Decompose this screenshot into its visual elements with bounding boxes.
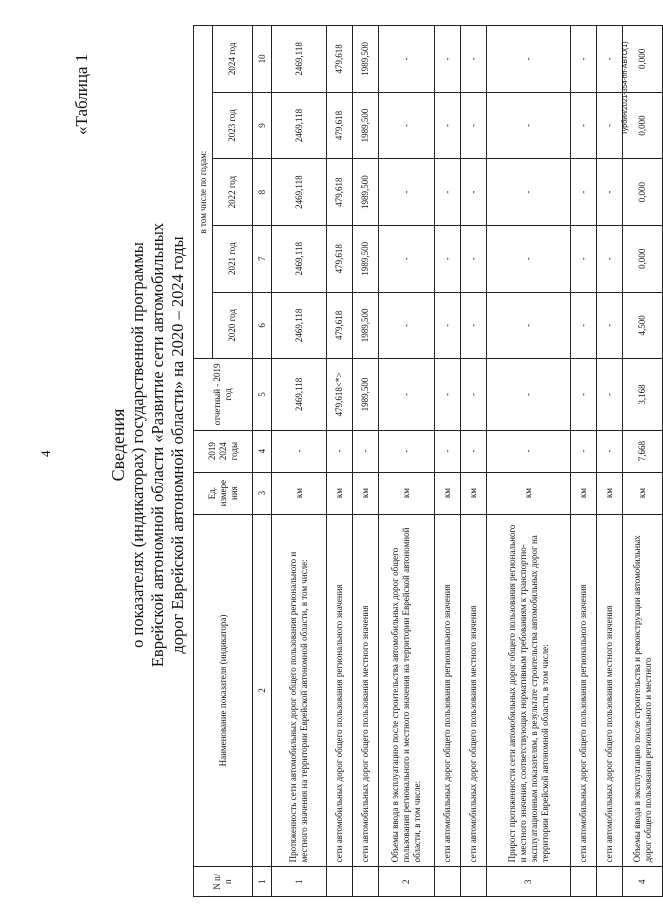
report-year-value: - (487, 359, 571, 431)
indicator-name: Протяженность сети автомобильных дорог общего пользования регионального и местного значения на территории Еврейской автономной области, в том числе: (272, 514, 327, 867)
table-row (571, 26, 597, 897)
year-value: - (435, 292, 461, 359)
year-value: - (461, 292, 487, 359)
year-value: 1989,500 (353, 26, 379, 93)
year-value: - (461, 159, 487, 226)
table-row (597, 26, 623, 897)
page-number: 4 (38, 450, 53, 457)
indicator-name: сети автомобильных дорог общего пользования местного значения (353, 514, 379, 867)
column-number: 1 (253, 867, 272, 897)
header-unit: Ед. измере ния (194, 472, 253, 514)
table-row (353, 26, 379, 897)
year-value: 1989,500 (353, 159, 379, 226)
heading-line: Сведения (108, 408, 128, 482)
period-value: 7,668 (623, 430, 663, 472)
row-number (327, 867, 353, 897)
year-value: - (379, 159, 435, 226)
unit-cell: км (623, 472, 663, 514)
indicator-name: Объемы ввода в эксплуатацию после строительства и реконструкции автомобильных дорог общего пользования регионального и местного (623, 514, 663, 867)
heading-line: дорог Еврейской автономной области» на 2020 – 2024 годы (168, 236, 187, 654)
header-report-year: отчетный - 2019 год (194, 359, 253, 431)
year-value: - (461, 92, 487, 159)
year-value: - (435, 26, 461, 93)
unit-cell: км (487, 472, 571, 514)
year-value: - (487, 292, 571, 359)
year-value: 479,618 (327, 292, 353, 359)
period-value: - (571, 430, 597, 472)
unit-cell: км (435, 472, 461, 514)
row-number (461, 867, 487, 897)
report-year-value: - (597, 359, 623, 431)
indicators-table (193, 25, 663, 897)
year-value: - (597, 92, 623, 159)
column-number: 2 (253, 514, 272, 867)
header-year: 2022 год (213, 159, 253, 226)
indicator-name: сети автомобильных дорог общего пользования регионального значения (571, 514, 597, 867)
year-value: 0,000 (623, 225, 663, 292)
row-number (435, 867, 461, 897)
year-value: 2469,118 (272, 26, 327, 93)
header-num: N п/п (194, 867, 253, 897)
indicator-name: сети автомобильных дорог общего пользования регионального значения (435, 514, 461, 867)
report-year-value: 3,168 (623, 359, 663, 431)
year-value: - (379, 225, 435, 292)
header-name: Наименование показателя (индикатора) (194, 514, 253, 867)
unit-cell: км (461, 472, 487, 514)
year-value: - (571, 92, 597, 159)
unit-cell: км (379, 472, 435, 514)
year-value: - (597, 159, 623, 226)
year-value: - (487, 26, 571, 93)
period-value: - (487, 430, 571, 472)
year-value: - (461, 26, 487, 93)
period-value: - (379, 430, 435, 472)
year-value: 1989,500 (353, 225, 379, 292)
unit-cell: км (571, 472, 597, 514)
year-value: 479,618 (327, 159, 353, 226)
column-number: 4 (253, 430, 272, 472)
year-value: - (597, 292, 623, 359)
period-value: - (353, 430, 379, 472)
heading-line: о показателях (индикаторах) государственной программы (128, 242, 147, 648)
heading-line: Еврейской автономной области «Развитие сети автомобильных (148, 222, 167, 668)
year-value: - (487, 225, 571, 292)
year-value: 479,618 (327, 225, 353, 292)
table-row (623, 26, 663, 897)
year-value: - (597, 26, 623, 93)
indicator-name: сети автомобильных дорог общего пользования местного значения (461, 514, 487, 867)
report-year-value: - (435, 359, 461, 431)
indicator-name: Объемы ввода в эксплуатацию после строительства автомобильных дорог общего пользования регионального и местного значения на территории Еврейской автономной области, в том числе: (379, 514, 435, 867)
indicator-name: сети автомобильных дорог общего пользования регионального значения (327, 514, 353, 867)
table-row (461, 26, 487, 897)
year-value: 2469,118 (272, 292, 327, 359)
year-value: 2469,118 (272, 159, 327, 226)
year-value: 2469,118 (272, 225, 327, 292)
year-value: 479,618 (327, 26, 353, 93)
row-number: 4 (623, 867, 663, 897)
column-number: 9 (253, 92, 272, 159)
table-row (327, 26, 353, 897)
table-label: «Таблица 1 (72, 53, 91, 135)
document-heading (108, 85, 188, 805)
year-value: - (597, 225, 623, 292)
row-number (571, 867, 597, 897)
unit-cell: км (327, 472, 353, 514)
column-number: 3 (253, 472, 272, 514)
column-number: 6 (253, 292, 272, 359)
table-row (379, 26, 435, 897)
year-value: - (487, 159, 571, 226)
year-value: - (379, 26, 435, 93)
period-value: - (597, 430, 623, 472)
period-value: - (435, 430, 461, 472)
indicator-name: сети автомобильных дорог общего пользования местного значения (597, 514, 623, 867)
report-year-value: - (571, 359, 597, 431)
header-year: 2024 год (213, 26, 253, 93)
row-number (597, 867, 623, 897)
period-value: - (327, 430, 353, 472)
column-number: 8 (253, 159, 272, 226)
year-value: - (571, 225, 597, 292)
year-value: 1989,500 (353, 292, 379, 359)
year-value: - (435, 92, 461, 159)
year-value: 0,000 (623, 26, 663, 93)
year-value: 2469,118 (272, 92, 327, 159)
year-value: 0,000 (623, 159, 663, 226)
unit-cell: км (597, 472, 623, 514)
unit-cell: км (353, 472, 379, 514)
year-value: - (379, 292, 435, 359)
report-year-value: 2469,118 (272, 359, 327, 431)
unit-cell: км (272, 472, 327, 514)
column-number: 10 (253, 26, 272, 93)
indicator-name: Прирост протяженности сети автомобильных дорог общего пользования регионального и местного значения, соответствующих нормативным требованиям к транспортно-эксплуатационным показателям, в результате строительства автомобильных дорог на территории Еврейской автономной области, в том числе: (487, 514, 571, 867)
year-value: - (435, 225, 461, 292)
year-value: - (571, 292, 597, 359)
year-value: 0,000 (623, 92, 663, 159)
table-row (487, 26, 571, 897)
year-value: - (435, 159, 461, 226)
row-number: 2 (379, 867, 435, 897)
footer-code: Турбин/2021-354-пп-АВТО(1) (622, 41, 629, 135)
year-value: - (487, 92, 571, 159)
column-number: 7 (253, 225, 272, 292)
year-value: - (571, 26, 597, 93)
year-value: 479,618 (327, 92, 353, 159)
column-number: 5 (253, 359, 272, 431)
header-year: 2023 год (213, 92, 253, 159)
row-number: 3 (487, 867, 571, 897)
header-by-years: в том числе по годам: (194, 26, 213, 359)
year-value: 4,500 (623, 292, 663, 359)
header-year: 2020 год (213, 292, 253, 359)
report-year-value: 479,618<*> (327, 359, 353, 431)
header-year: 2021 год (213, 225, 253, 292)
period-value: - (272, 430, 327, 472)
table-row (272, 26, 327, 897)
row-number (353, 867, 379, 897)
period-value: - (461, 430, 487, 472)
report-year-value: - (379, 359, 435, 431)
row-number: 1 (272, 867, 327, 897)
year-value: - (571, 159, 597, 226)
year-value: - (461, 225, 487, 292)
year-value: - (379, 92, 435, 159)
table-row (435, 26, 461, 897)
header-period: 2019 2024 годы (194, 430, 253, 472)
year-value: 1989,500 (353, 92, 379, 159)
report-year-value: - (461, 359, 487, 431)
report-year-value: 1989,500 (353, 359, 379, 431)
